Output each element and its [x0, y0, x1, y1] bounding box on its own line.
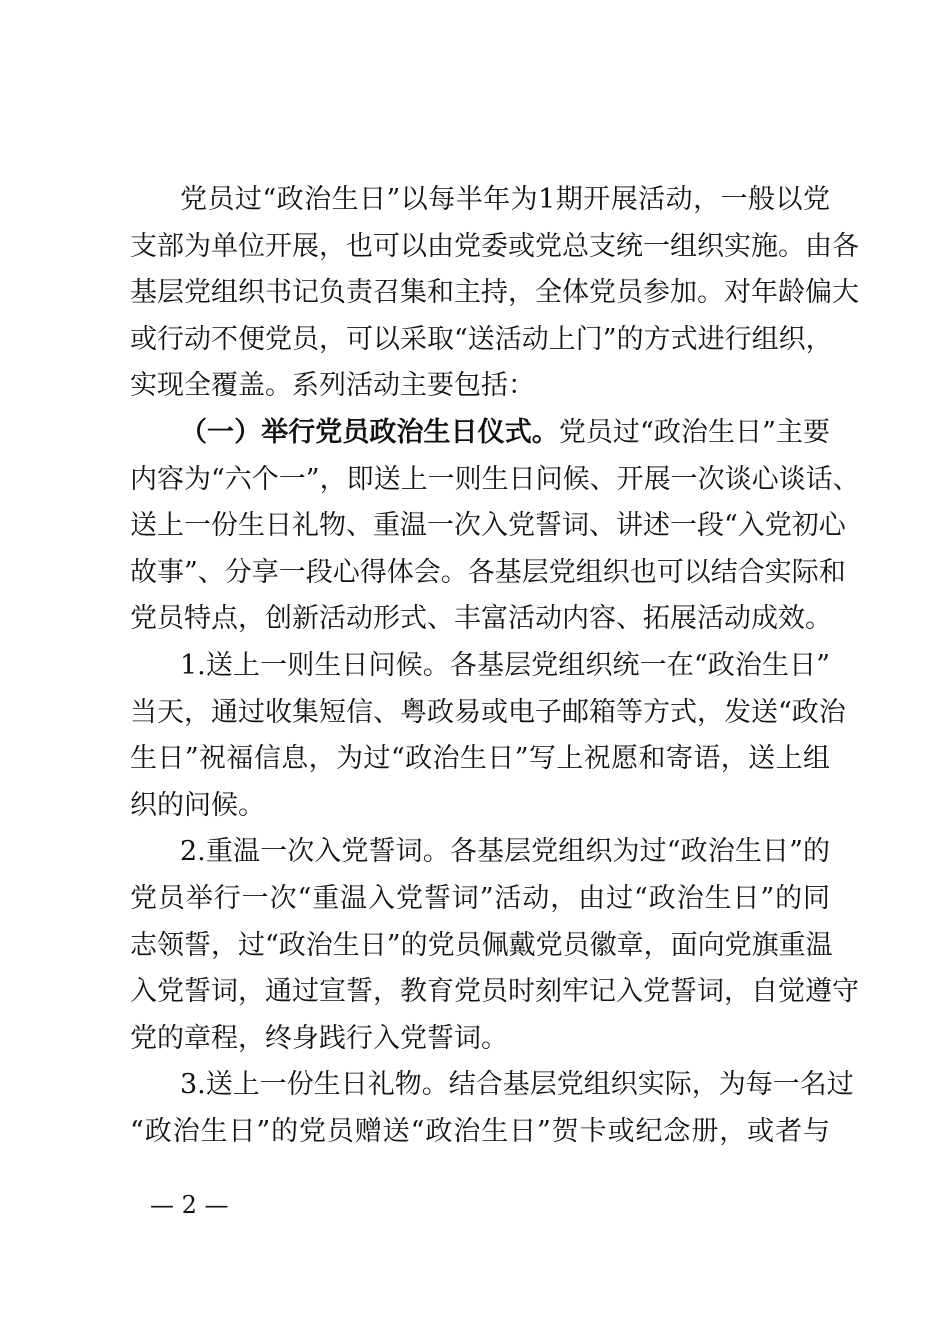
paragraph-item-2: [130, 829, 859, 1062]
text-line: 或行动不便党员，可以采取“送活动上门”的方式进行组织，: [130, 323, 833, 355]
section-heading: （一）举行党员政治生日仪式。: [180, 416, 559, 448]
text-line: “政治生日”的党员赠送“政治生日”贺卡或纪念册，或者与: [130, 1115, 830, 1147]
text-line: 党员举行一次“重温入党誓词”活动，由过“政治生日”的同: [130, 882, 830, 914]
paragraph-intro: [130, 177, 859, 410]
text-line: 3.送上一份生日礼物。结合基层党组织实际，为每一名过: [180, 1069, 854, 1101]
text-line: 党员特点，创新活动形式、丰富活动内容、拓展活动成效。: [130, 603, 832, 635]
text-line: 当天，通过收集短信、粤政易或电子邮箱等方式，发送“政治: [130, 696, 846, 728]
text-line: 党员过“政治生日”以每半年为1期开展活动，一般以党: [180, 184, 830, 215]
paragraph-section-1: [130, 410, 860, 643]
text-line: 入党誓词，通过宣誓，教育党员时刻牢记入党誓词，自觉遵守: [130, 976, 859, 1008]
text-line: 实现全覆盖。系列活动主要包括：: [130, 370, 535, 402]
document-body: [130, 177, 860, 1155]
text-line: 党的章程，终身践行入党誓词。: [130, 1022, 508, 1054]
text-span: 党员过“政治生日”主要: [558, 416, 830, 448]
text-line: 支部为单位开展，也可以由党委或党总支统一组织实施。由各: [130, 230, 859, 262]
paragraph-item-1: [130, 643, 846, 829]
text-line: 2.重温一次入党誓词。各基层党组织为过“政治生日”的: [180, 836, 830, 868]
page-number: — 2 —: [150, 1191, 229, 1219]
text-line: 故事”、分享一段心得体会。各基层党组织也可以结合实际和: [130, 556, 846, 588]
text-line: [130, 410, 830, 457]
text-line: 1.送上一则生日问候。各基层党组织统一在“政治生日”: [180, 649, 830, 681]
paragraph-item-3: [130, 1062, 854, 1155]
text-line: 内容为“六个一”，即送上一则生日问候、开展一次谈心谈话、: [130, 463, 860, 495]
text-line: 志领誓，过“政治生日”的党员佩戴党员徽章，面向党旗重温: [130, 929, 833, 961]
text-line: 生日”祝福信息，为过“政治生日”写上祝愿和寄语，送上组: [130, 743, 830, 775]
text-line: 送上一份生日礼物、重温一次入党誓词、讲述一段“入党初心: [130, 510, 846, 542]
text-line: 织的问候。: [130, 789, 265, 821]
text-line: 基层党组织书记负责召集和主持，全体党员参加。对年龄偏大: [130, 277, 859, 309]
